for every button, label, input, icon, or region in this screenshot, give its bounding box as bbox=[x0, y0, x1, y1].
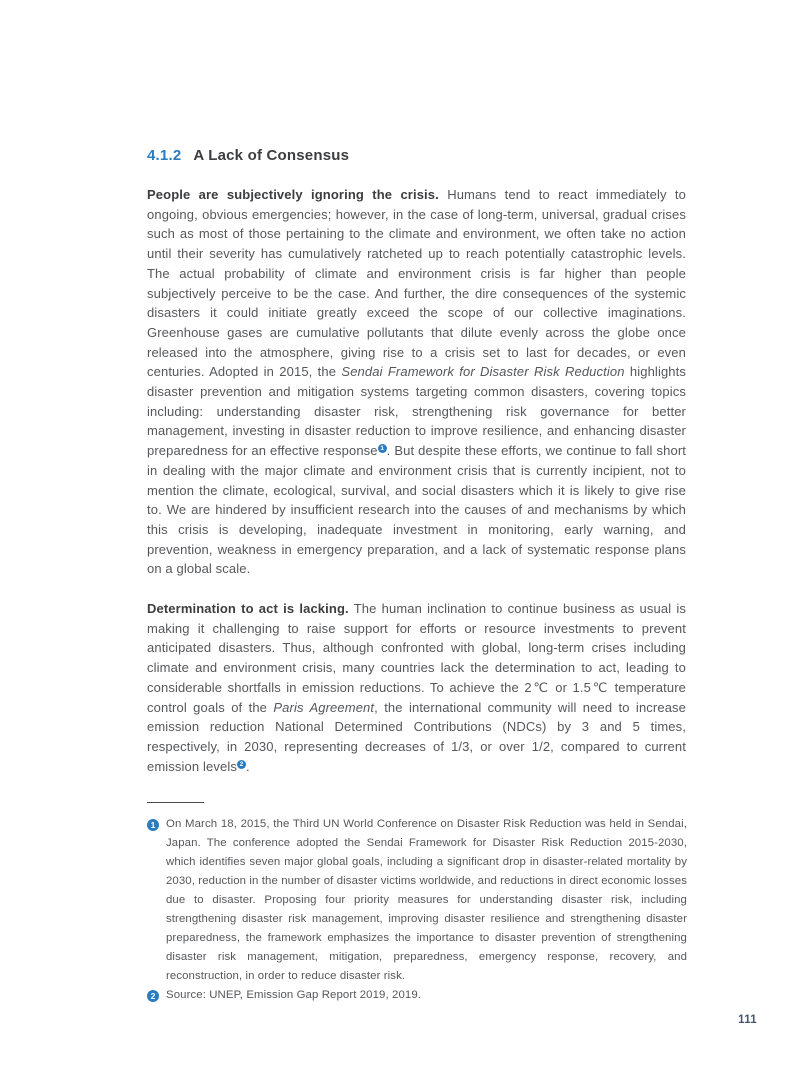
footnotes-section bbox=[147, 802, 687, 1005]
paragraph-2-italic-title: Paris Agreement bbox=[273, 699, 375, 715]
footnote-1 bbox=[147, 815, 687, 986]
paragraph-2-text-a: The human inclination to continue business as usual is making it challenging to raise support for efforts or resource investments to prevent anticipated disasters. Thus, although confronted with global, long-term crises including climate and environment crisis, many countries lack the determination to act, leading to considerable shortfalls in emission reductions. To achieve the 2℃ or 1.5℃ temperature control goals of the bbox=[147, 601, 687, 715]
paragraph-2-text-b: , the international community will need to increase emission reduction National Determined Contributions (NDCs) by 3 and 5 times, respectively, in 2030, representing decreases of 1/3, or over 1/2, compared to current emission levels bbox=[147, 699, 687, 774]
footnote-divider bbox=[147, 802, 204, 803]
page-content bbox=[147, 147, 686, 776]
paragraph-crisis-ignored bbox=[147, 185, 686, 579]
footnote-ref-2-icon: 2 bbox=[237, 760, 246, 769]
footnote-2-text: Source: UNEP, Emission Gap Report 2019, 2019. bbox=[166, 989, 422, 1001]
section-title: A Lack of Consensus bbox=[193, 147, 350, 164]
paragraph-determination-lacking bbox=[147, 599, 686, 776]
paragraph-2-text-c: . bbox=[245, 758, 250, 774]
paragraph-1-text-a: Humans tend to react immediately to ongoing, obvious emergencies; however, in the case of long-term, universal, gradual crises such as most of those pertaining to the climate and environment, we often take no action until their severity has cumulatively ratcheted up to reach potentially catastrophic levels. The actual probability of climate and environment crisis is far higher than people subjectively perceive to be the case. And further, the dire consequences of the systemic disasters it could initiate greatly exceed the scope of our collective imaginations. Greenhouse gases are cumulative pollutants that dilute evenly across the globe once released into the atmosphere, giving rise to a crisis set to last for decades, or even centuries. Adopted in 2015, the bbox=[147, 187, 686, 380]
footnote-1-marker-icon: 1 bbox=[147, 819, 159, 831]
paragraph-1-text-c: . But despite these efforts, we continue to fall short in dealing with the major climate and environment crisis that is currently incipient, not to mention the climate, ecological, survival, and social disasters which it is likely to give rise to. We are hindered by insufficient research into the causes of and mechanisms by which this crisis is developing, inadequate investment in monitoring, early warning, and prevention, weakness in emergency preparation, and a lack of systematic response plans on a global scale. bbox=[147, 443, 686, 577]
paragraph-2-lead: Determination to act is lacking. bbox=[147, 601, 349, 617]
paragraph-1-italic-title: Sendai Framework for Disaster Risk Reduction bbox=[341, 364, 625, 380]
footnote-2-marker-icon: 2 bbox=[147, 990, 159, 1002]
footnote-1-text: On March 18, 2015, the Third UN World Conference on Disaster Risk Reduction was held in Sendai, Japan. The conference adopted the Sendai Framework for Disaster Risk Reduction 2015-2030, which identifies seven major global goals, including a significant drop in disaster-related mortality by 2030, reduction in the number of disaster victims worldwide, and reductions in direct economic losses due to disaster. Proposing four priority measures for understanding disaster risk, including strengthening disaster risk management, improving disaster resilience and strengthening disaster preparedness, the framework emphasizes the importance to disaster prevention of strengthening disaster risk management, mitigation, preparedness, emergency response, recovery, and reconstruction, in order to reduce disaster risk. bbox=[166, 818, 687, 982]
paragraph-1-text-b: highlights disaster prevention and mitigation systems targeting common disasters, covering topics including: understanding disaster risk, strengthening risk governance for better management, investing in disaster reduction to improve resilience, and enhancing disaster preparedness for an effective response bbox=[147, 364, 687, 459]
footnote-2 bbox=[147, 986, 687, 1005]
paragraph-1-lead: People are subjectively ignoring the crisis. bbox=[147, 187, 439, 202]
page-number: 111 bbox=[738, 1014, 757, 1026]
footnote-ref-1-icon: 1 bbox=[378, 444, 387, 453]
section-number: 4.1.2 bbox=[147, 147, 182, 164]
section-heading bbox=[147, 147, 686, 165]
